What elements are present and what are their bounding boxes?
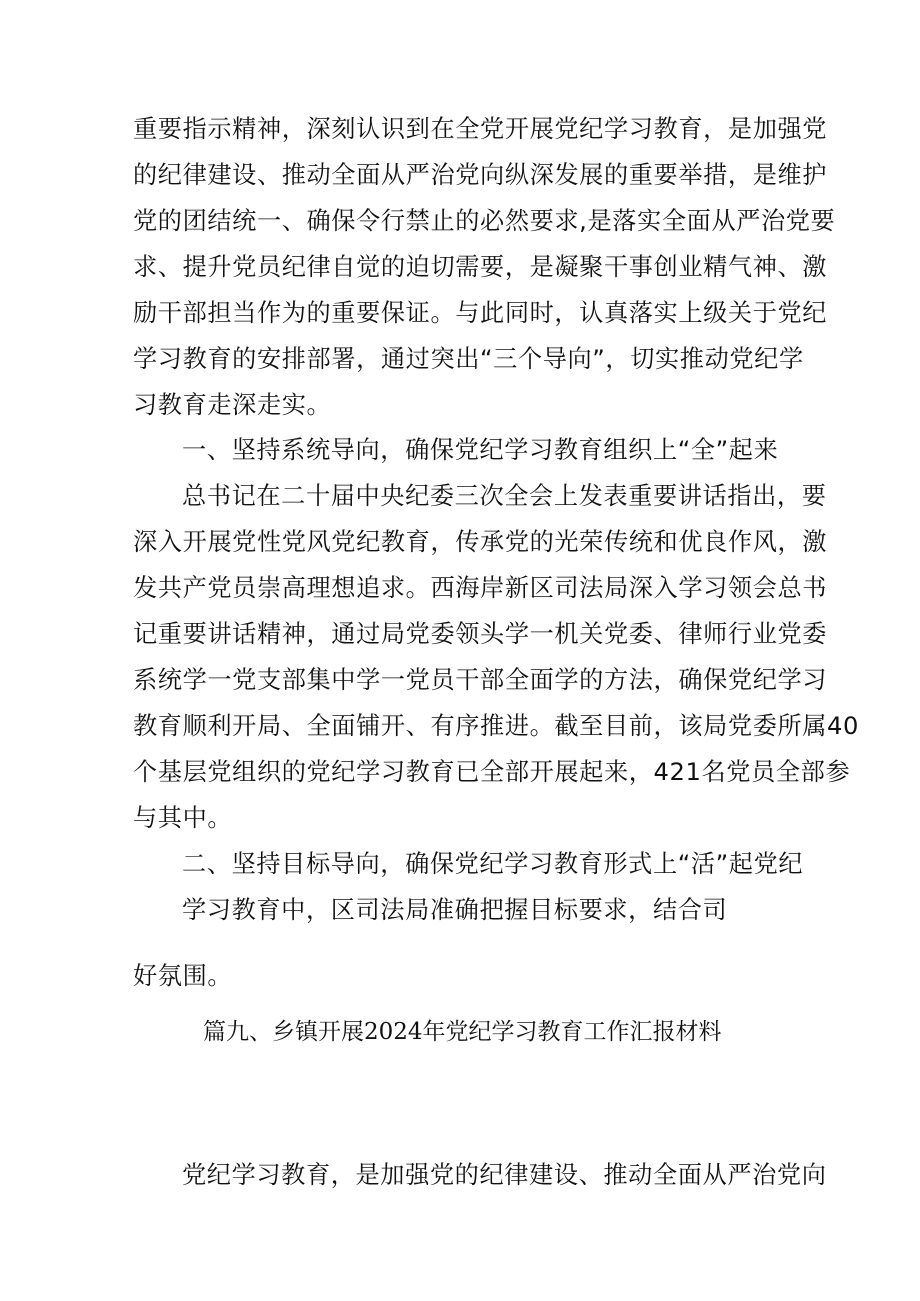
section-heading-2: 二、坚持目标导向，确保党纪学习教育形式上“活”起党纪 (182, 850, 804, 878)
body-text-line: 发共产党员崇高理想追求。西海岸新区司法局深入学习领会总书 (133, 574, 828, 602)
body-text-line: 学习教育的安排部署，通过突出“三个导向”，切实推动党纪学 (133, 345, 804, 373)
body-text-line: 记重要讲话精神，通过局党委领头学一机关党委、律师行业党委 (133, 620, 828, 648)
body-text-fragment: 好氛围。 (133, 962, 233, 990)
body-text-line: 习教育走深走实。 (133, 391, 332, 419)
body-text-line: 深入开展党性党风党纪教育，传承党的光荣传统和优良作风，激 (133, 528, 828, 556)
body-text-line: 党的团结统一、确保令行禁止的必然要求,是落实全面从严治党要 (133, 207, 836, 235)
body-text-line: 教育顺利开局、全面铺开、有序推进。截至目前，该局党委所属40 (133, 712, 860, 740)
section-title: 篇九、乡镇开展2024年党纪学习教育工作汇报材料 (203, 1019, 722, 1045)
body-text-line: 学习教育中，区司法局准确把握目标要求，结合司 (182, 896, 728, 924)
body-text-line: 系统学一党支部集中学一党员干部全面学的方法，确保党纪学习 (133, 666, 828, 694)
body-text-line: 求、提升党员纪律自觉的迫切需要，是凝聚干事创业精气神、激 (133, 253, 828, 281)
body-text-line: 重要指示精神，深刻认识到在全党开展党纪学习教育，是加强党 (133, 115, 828, 143)
body-text-line: 个基层党组织的党纪学习教育已全部开展起来，421名党员全部参 (133, 758, 851, 786)
section-heading-1: 一、坚持系统导向，确保党纪学习教育组织上“全”起来 (182, 436, 779, 464)
body-text-line: 的纪律建设、推动全面从严治党向纵深发展的重要举措，是维护 (133, 161, 828, 189)
body-text-line: 总书记在二十届中央纪委三次全会上发表重要讲话指出，要 (182, 482, 827, 510)
body-text-line: 党纪学习教育，是加强党的纪律建设、推动全面从严治党向 (182, 1161, 827, 1189)
body-text-line: 与其中。 (133, 804, 233, 832)
body-text-line: 励干部担当作为的重要保证。与此同时，认真落实上级关于党纪 (133, 299, 828, 327)
